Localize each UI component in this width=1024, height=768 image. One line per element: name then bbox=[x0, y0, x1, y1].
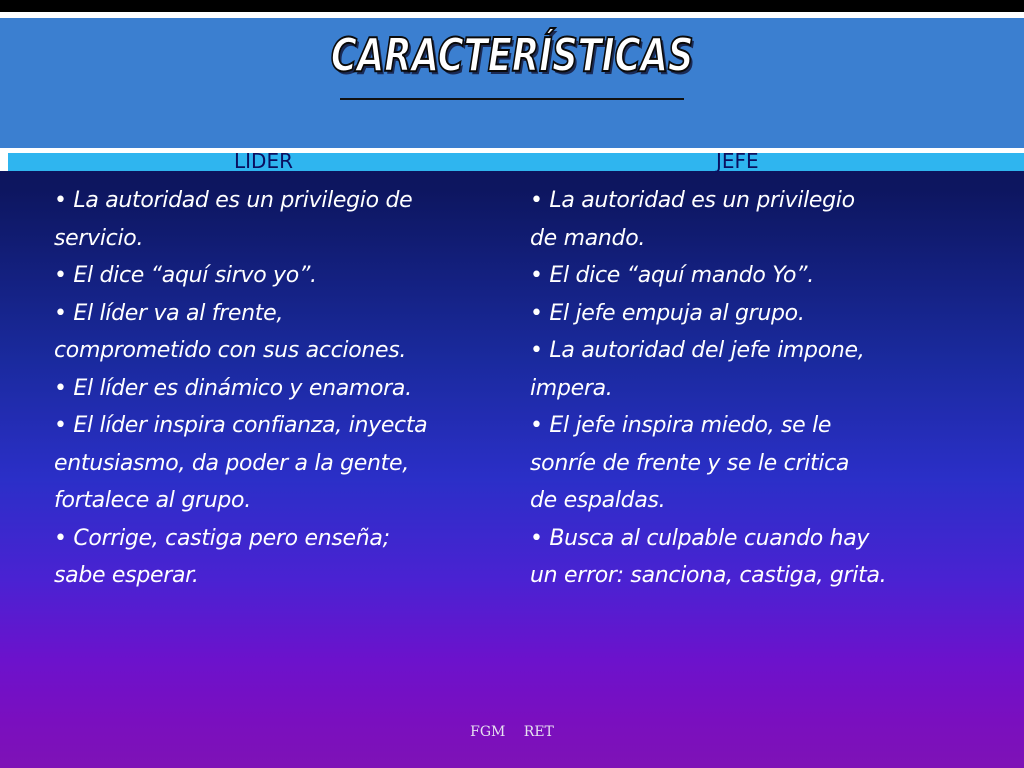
slide-title: CARACTERÍSTICAS bbox=[330, 28, 694, 82]
title-underline bbox=[340, 98, 684, 100]
text-line: • El dice “aquí sirvo yo”. bbox=[54, 263, 317, 288]
text-line: servicio. bbox=[54, 225, 144, 251]
column-jefe bbox=[530, 182, 980, 595]
text-line: • El jefe empuja al grupo. bbox=[530, 300, 805, 326]
text-line: • El dice “aquí mando Yo”. bbox=[530, 263, 814, 288]
column-heading-lider: LIDER bbox=[234, 149, 293, 173]
text-line: • La autoridad es un privilegio de bbox=[54, 188, 413, 213]
text-line: • La autoridad es un privilegio bbox=[530, 188, 855, 213]
text-line: • La autoridad del jefe impone, bbox=[530, 338, 865, 363]
text-line: sabe esperar. bbox=[54, 563, 199, 588]
header-band-edge bbox=[0, 153, 8, 171]
column-lider bbox=[54, 182, 504, 595]
text-line: un error: sanciona, castiga, grita. bbox=[530, 563, 887, 588]
top-black-bar bbox=[0, 0, 1024, 12]
text-line: • El jefe inspira miedo, se le bbox=[530, 413, 832, 438]
text-line: • El líder es dinámico y enamora. bbox=[54, 375, 412, 401]
column-header-band bbox=[0, 153, 1024, 171]
text-line: sonríe de frente y se le critica bbox=[530, 450, 850, 476]
text-line: entusiasmo, da poder a la gente, bbox=[54, 450, 409, 476]
text-line: de mando. bbox=[530, 225, 646, 251]
text-line: fortalece al grupo. bbox=[54, 488, 251, 513]
slide-footer: FGM RET bbox=[470, 724, 554, 740]
text-line: • El líder va al frente, bbox=[54, 300, 284, 326]
text-line: • El líder inspira confianza, inyecta bbox=[54, 413, 428, 438]
column-heading-jefe: JEFE bbox=[716, 149, 759, 173]
text-line: de espaldas. bbox=[530, 488, 666, 513]
text-line: impera. bbox=[530, 375, 613, 401]
text-line: • Busca al culpable cuando hay bbox=[530, 525, 870, 551]
text-line: comprometido con sus acciones. bbox=[54, 338, 407, 363]
text-line: • Corrige, castiga pero enseña; bbox=[54, 525, 390, 551]
